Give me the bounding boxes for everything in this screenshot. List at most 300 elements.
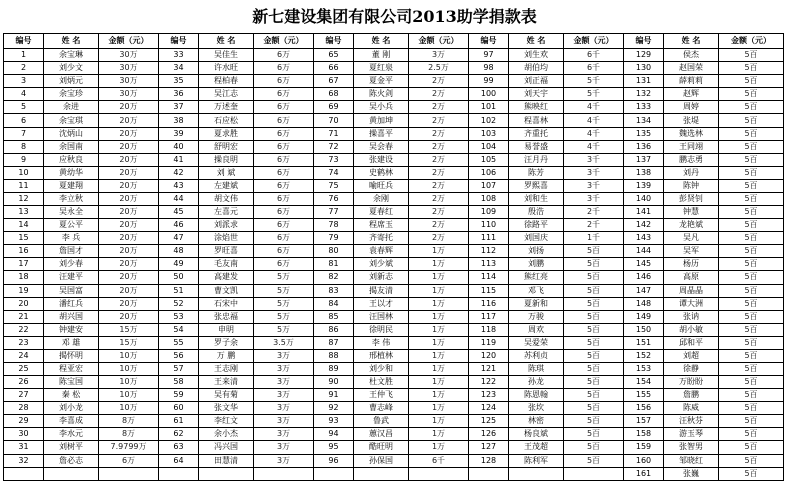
donor-amt: 5百	[719, 88, 784, 101]
donor-name: 刘派求	[199, 219, 254, 232]
empty-cell	[4, 467, 44, 480]
donor-name: 张坎	[509, 402, 564, 415]
donor-amt: 5百	[564, 402, 624, 415]
donor-num: 123	[469, 389, 509, 402]
donor-amt: 5百	[719, 376, 784, 389]
donor-num: 15	[4, 232, 44, 245]
donor-amt: 4千	[564, 140, 624, 153]
donor-name: 杨历	[664, 258, 719, 271]
donor-amt: 10万	[99, 389, 159, 402]
donor-amt: 8万	[99, 428, 159, 441]
donor-amt: 1万	[409, 428, 469, 441]
donor-amt: 2千	[564, 206, 624, 219]
donor-num: 47	[159, 232, 199, 245]
header-amt: 金额（元）	[564, 34, 624, 49]
donor-amt: 20万	[99, 153, 159, 166]
donor-num: 129	[624, 49, 664, 62]
donor-name: 夏求胜	[199, 127, 254, 140]
donor-num: 23	[4, 336, 44, 349]
donor-name: 齐重托	[509, 127, 564, 140]
donor-name: 陈利军	[509, 454, 564, 467]
donor-num: 92	[314, 402, 354, 415]
donor-num: 71	[314, 127, 354, 140]
donor-amt: 20万	[99, 206, 159, 219]
donor-amt: 2万	[409, 192, 469, 205]
donor-name: 夏春红	[354, 206, 409, 219]
donor-name: 李 兵	[44, 232, 99, 245]
donor-amt: 2万	[409, 88, 469, 101]
donor-num: 86	[314, 323, 354, 336]
table-row	[4, 219, 784, 232]
donor-num: 1	[4, 49, 44, 62]
donor-num: 145	[624, 258, 664, 271]
donor-name: 吴军	[664, 245, 719, 258]
donor-name: 张堤	[664, 114, 719, 127]
donor-num: 24	[4, 349, 44, 362]
donor-name: 刘和生	[509, 192, 564, 205]
table-row	[4, 153, 784, 166]
donor-num: 95	[314, 441, 354, 454]
donor-name: 陈威	[664, 402, 719, 415]
donor-amt: 2千	[564, 219, 624, 232]
donor-name: 陈恩翰	[509, 389, 564, 402]
donor-name: 谭大洲	[664, 297, 719, 310]
donor-num: 43	[159, 179, 199, 192]
donor-amt: 6万	[254, 49, 314, 62]
donor-num: 96	[314, 454, 354, 467]
donor-amt: 1万	[409, 310, 469, 323]
donor-num: 93	[314, 415, 354, 428]
donor-name: 邢植林	[354, 349, 409, 362]
donor-name: 袁春辉	[354, 245, 409, 258]
empty-cell	[509, 467, 564, 480]
donor-name: 刘少和	[354, 362, 409, 375]
donor-num: 80	[314, 245, 354, 258]
donor-num: 113	[469, 258, 509, 271]
donor-num: 4	[4, 88, 44, 101]
donor-amt: 6万	[254, 179, 314, 192]
donor-num: 111	[469, 232, 509, 245]
donor-name: 程柏春	[199, 75, 254, 88]
donor-name: 陈琪	[509, 362, 564, 375]
donor-name: 程亚宏	[44, 362, 99, 375]
header-num: 编号	[469, 34, 509, 49]
donor-amt: 20万	[99, 232, 159, 245]
donor-name: 夏红泉	[354, 62, 409, 75]
donor-name: 刘正福	[509, 75, 564, 88]
donor-name: 李 伟	[354, 336, 409, 349]
donor-name: 孙保国	[354, 454, 409, 467]
donor-amt: 5百	[719, 271, 784, 284]
donor-name: 王同翊	[664, 140, 719, 153]
donor-num: 98	[469, 62, 509, 75]
donor-name: 胡兴国	[44, 310, 99, 323]
donor-amt: 2万	[409, 127, 469, 140]
donor-amt: 5百	[564, 349, 624, 362]
donor-name: 吴有菊	[199, 389, 254, 402]
donor-amt: 10万	[99, 362, 159, 375]
table-row	[4, 192, 784, 205]
donor-name: 王茂超	[509, 441, 564, 454]
donor-num: 19	[4, 284, 44, 297]
table-row	[4, 441, 784, 454]
donor-num: 161	[624, 467, 664, 480]
donor-name: 操良明	[199, 153, 254, 166]
donor-amt: 5百	[719, 114, 784, 127]
donor-num: 124	[469, 402, 509, 415]
donor-name: 吴永全	[44, 206, 99, 219]
donor-name: 余进	[44, 101, 99, 114]
donor-name: 高原	[664, 271, 719, 284]
donor-amt: 3万	[254, 376, 314, 389]
donor-num: 11	[4, 179, 44, 192]
donor-name: 刘生欢	[509, 49, 564, 62]
table-row	[4, 88, 784, 101]
donor-name: 蕙汉昌	[354, 428, 409, 441]
donor-name: 林密	[509, 415, 564, 428]
donor-name: 胡文伟	[199, 192, 254, 205]
donor-name: 毛友南	[199, 258, 254, 271]
donor-name: 余国南	[44, 140, 99, 153]
donor-amt: 5百	[719, 245, 784, 258]
donor-amt: 20万	[99, 284, 159, 297]
donor-amt: 6万	[254, 88, 314, 101]
donor-name: 涂焰世	[199, 232, 254, 245]
donor-num: 156	[624, 402, 664, 415]
donor-num: 82	[314, 271, 354, 284]
donor-amt: 5千	[564, 88, 624, 101]
donor-name: 万 鹏	[199, 349, 254, 362]
donor-amt: 6千	[564, 62, 624, 75]
donor-name: 吴凡	[664, 232, 719, 245]
donor-num: 64	[159, 454, 199, 467]
donor-amt: 1万	[409, 245, 469, 258]
donor-num: 88	[314, 349, 354, 362]
donor-num: 101	[469, 101, 509, 114]
donor-num: 58	[159, 376, 199, 389]
donor-amt: 5百	[719, 75, 784, 88]
donor-name: 吴佳生	[199, 49, 254, 62]
donor-num: 139	[624, 179, 664, 192]
donor-name: 田慧清	[199, 454, 254, 467]
donor-num: 28	[4, 402, 44, 415]
table-row	[4, 349, 784, 362]
donor-name: 张文华	[199, 402, 254, 415]
donor-num: 69	[314, 101, 354, 114]
donor-amt: 2万	[409, 153, 469, 166]
donor-num: 126	[469, 428, 509, 441]
donor-name: 殷浩	[509, 206, 564, 219]
donor-name: 喻旺兵	[354, 179, 409, 192]
donor-amt: 3万	[254, 415, 314, 428]
donor-amt: 5百	[719, 232, 784, 245]
donor-amt: 3万	[254, 362, 314, 375]
donor-amt: 3万	[254, 441, 314, 454]
donor-num: 54	[159, 323, 199, 336]
donor-name: 夏建翔	[44, 179, 99, 192]
donor-amt: 3千	[564, 192, 624, 205]
donor-amt: 3千	[564, 179, 624, 192]
donor-num: 17	[4, 258, 44, 271]
donor-name: 汪国林	[354, 310, 409, 323]
donor-num: 157	[624, 415, 664, 428]
donor-name: 周晶晶	[664, 284, 719, 297]
donor-num: 138	[624, 166, 664, 179]
donor-amt: 6万	[254, 101, 314, 114]
donor-amt: 2万	[409, 219, 469, 232]
donor-name: 易誉盛	[509, 140, 564, 153]
donor-num: 60	[159, 402, 199, 415]
donor-num: 30	[4, 428, 44, 441]
donor-amt: 5万	[254, 284, 314, 297]
donor-amt: 6千	[564, 49, 624, 62]
donor-amt: 5百	[564, 441, 624, 454]
header-name: 姓 名	[664, 34, 719, 49]
donor-amt: 5百	[564, 310, 624, 323]
donor-amt: 5百	[719, 153, 784, 166]
donor-name: 汪秋芬	[664, 415, 719, 428]
donor-amt: 2.5万	[409, 62, 469, 75]
donor-num: 102	[469, 114, 509, 127]
donor-amt: 10万	[99, 349, 159, 362]
donor-num: 6	[4, 114, 44, 127]
donor-name: 酷旺明	[354, 441, 409, 454]
donor-name: 刘丹	[664, 166, 719, 179]
donor-name: 齐寄托	[354, 232, 409, 245]
donor-amt: 3万	[254, 454, 314, 467]
donor-amt: 10万	[99, 376, 159, 389]
donor-name: 沈炳山	[44, 127, 99, 140]
donor-amt: 5百	[719, 49, 784, 62]
donor-name: 刘树平	[44, 441, 99, 454]
donor-num: 16	[4, 245, 44, 258]
donor-num: 68	[314, 88, 354, 101]
donor-name: 彭贤钊	[664, 192, 719, 205]
donor-name: 吴江志	[199, 88, 254, 101]
donor-name: 刘少文	[44, 62, 99, 75]
donor-amt: 1万	[409, 441, 469, 454]
donor-num: 110	[469, 219, 509, 232]
donor-amt: 5百	[719, 192, 784, 205]
donor-num: 76	[314, 192, 354, 205]
donor-amt: 4千	[564, 114, 624, 127]
donor-num: 127	[469, 441, 509, 454]
empty-cell	[409, 467, 469, 480]
donor-num: 97	[469, 49, 509, 62]
donor-name: 曹文凯	[199, 284, 254, 297]
donor-num: 70	[314, 114, 354, 127]
donor-num: 136	[624, 140, 664, 153]
donor-amt: 2万	[409, 101, 469, 114]
table-row	[4, 376, 784, 389]
donor-num: 148	[624, 297, 664, 310]
donor-amt: 5百	[719, 349, 784, 362]
donor-num: 20	[4, 297, 44, 310]
donor-name: 钟建安	[44, 323, 99, 336]
donor-num: 61	[159, 415, 199, 428]
donor-amt: 5百	[719, 101, 784, 114]
donor-name: 曹志峰	[354, 402, 409, 415]
donor-num: 59	[159, 389, 199, 402]
table-row	[4, 389, 784, 402]
donor-amt: 6万	[254, 127, 314, 140]
donor-num: 34	[159, 62, 199, 75]
table-row	[4, 323, 784, 336]
donor-name: 石应松	[199, 114, 254, 127]
header-num: 编号	[624, 34, 664, 49]
donor-amt: 6万	[99, 454, 159, 467]
donor-amt: 2万	[409, 232, 469, 245]
donor-num: 33	[159, 49, 199, 62]
table-row	[4, 232, 784, 245]
donor-num: 131	[624, 75, 664, 88]
donor-amt: 5百	[719, 166, 784, 179]
donor-amt: 2万	[409, 140, 469, 153]
donor-name: 刘 斌	[199, 166, 254, 179]
donor-name: 陈芳	[509, 166, 564, 179]
donor-name: 刘少春	[44, 258, 99, 271]
donor-amt: 5百	[564, 362, 624, 375]
donor-name: 吴小兵	[354, 101, 409, 114]
donor-name: 刘小龙	[44, 402, 99, 415]
donor-num: 2	[4, 62, 44, 75]
donation-table	[3, 33, 784, 481]
donor-amt: 2万	[409, 166, 469, 179]
donor-amt: 5百	[564, 271, 624, 284]
donor-amt: 3万	[254, 349, 314, 362]
donor-num: 53	[159, 310, 199, 323]
donor-amt: 1万	[409, 376, 469, 389]
donor-name: 刘扬	[509, 245, 564, 258]
donor-amt: 7.9799万	[99, 441, 159, 454]
donor-name: 左建斌	[199, 179, 254, 192]
donor-amt: 5千	[564, 75, 624, 88]
donor-name: 侯杰	[664, 49, 719, 62]
donor-amt: 5百	[564, 245, 624, 258]
donor-num: 63	[159, 441, 199, 454]
donor-name: 孙龙	[509, 376, 564, 389]
donor-num: 44	[159, 192, 199, 205]
donor-num: 65	[314, 49, 354, 62]
table-row	[4, 428, 784, 441]
donor-amt: 5百	[719, 127, 784, 140]
table-row	[4, 140, 784, 153]
donor-name: 邹晓红	[664, 454, 719, 467]
donor-num: 42	[159, 166, 199, 179]
donor-name: 陈钟	[664, 179, 719, 192]
donor-name: 李喜成	[44, 415, 99, 428]
donor-name: 揭友清	[354, 284, 409, 297]
donor-num: 104	[469, 140, 509, 153]
donor-num: 90	[314, 376, 354, 389]
donor-name: 魏选林	[664, 127, 719, 140]
table-row	[4, 49, 784, 62]
donor-name: 赵国荣	[664, 62, 719, 75]
donor-num: 7	[4, 127, 44, 140]
donor-num: 56	[159, 349, 199, 362]
donor-name: 夏公平	[44, 219, 99, 232]
donor-amt: 5百	[719, 467, 784, 480]
donor-name: 刘超	[664, 349, 719, 362]
donor-name: 揭怀明	[44, 349, 99, 362]
donor-amt: 5百	[719, 402, 784, 415]
donor-name: 周欢	[509, 323, 564, 336]
donor-num: 144	[624, 245, 664, 258]
donor-amt: 5百	[564, 389, 624, 402]
donor-num: 140	[624, 192, 664, 205]
donor-name: 余宝琳	[44, 49, 99, 62]
donor-num: 57	[159, 362, 199, 375]
donor-num: 149	[624, 310, 664, 323]
donor-amt: 3千	[564, 153, 624, 166]
donor-num: 91	[314, 389, 354, 402]
donor-amt: 5百	[564, 415, 624, 428]
donor-amt: 20万	[99, 179, 159, 192]
donor-amt: 5百	[564, 336, 624, 349]
donor-amt: 5万	[254, 297, 314, 310]
donor-num: 77	[314, 206, 354, 219]
donor-amt: 5百	[719, 206, 784, 219]
donor-name: 詹国才	[44, 245, 99, 258]
table-row	[4, 114, 784, 127]
donor-amt: 5百	[719, 441, 784, 454]
donor-name: 秦 松	[44, 389, 99, 402]
donor-amt: 5万	[254, 271, 314, 284]
donor-num: 32	[4, 454, 44, 467]
donor-name: 万骏	[509, 310, 564, 323]
donor-num: 117	[469, 310, 509, 323]
donor-name: 胡小敏	[664, 323, 719, 336]
donor-num: 72	[314, 140, 354, 153]
donor-amt: 6万	[254, 62, 314, 75]
donor-name: 刘天宇	[509, 88, 564, 101]
header-row	[4, 34, 784, 49]
donor-amt: 5百	[719, 454, 784, 467]
donor-amt: 20万	[99, 166, 159, 179]
donor-num: 9	[4, 153, 44, 166]
donor-name: 汪建平	[44, 271, 99, 284]
donor-amt: 5百	[719, 428, 784, 441]
donor-amt: 1万	[409, 349, 469, 362]
donor-num: 10	[4, 166, 44, 179]
donor-num: 121	[469, 362, 509, 375]
donor-num: 79	[314, 232, 354, 245]
empty-cell	[564, 467, 624, 480]
donor-num: 100	[469, 88, 509, 101]
table-row	[4, 336, 784, 349]
donor-num: 103	[469, 127, 509, 140]
header-name: 姓 名	[199, 34, 254, 49]
donor-num: 128	[469, 454, 509, 467]
donor-num: 133	[624, 101, 664, 114]
table-row	[4, 62, 784, 75]
header-amt: 金额（元）	[254, 34, 314, 49]
donor-num: 143	[624, 232, 664, 245]
donor-num: 107	[469, 179, 509, 192]
donor-amt: 6万	[254, 206, 314, 219]
donor-name: 罗子余	[199, 336, 254, 349]
donor-name: 余小杰	[199, 428, 254, 441]
donor-name: 刘新志	[354, 271, 409, 284]
donor-name: 邱和平	[664, 336, 719, 349]
donor-num: 84	[314, 297, 354, 310]
donor-amt: 3.5万	[254, 336, 314, 349]
donor-amt: 5百	[719, 258, 784, 271]
donor-num: 39	[159, 127, 199, 140]
donor-amt: 20万	[99, 258, 159, 271]
donor-amt: 15万	[99, 336, 159, 349]
donor-num: 49	[159, 258, 199, 271]
